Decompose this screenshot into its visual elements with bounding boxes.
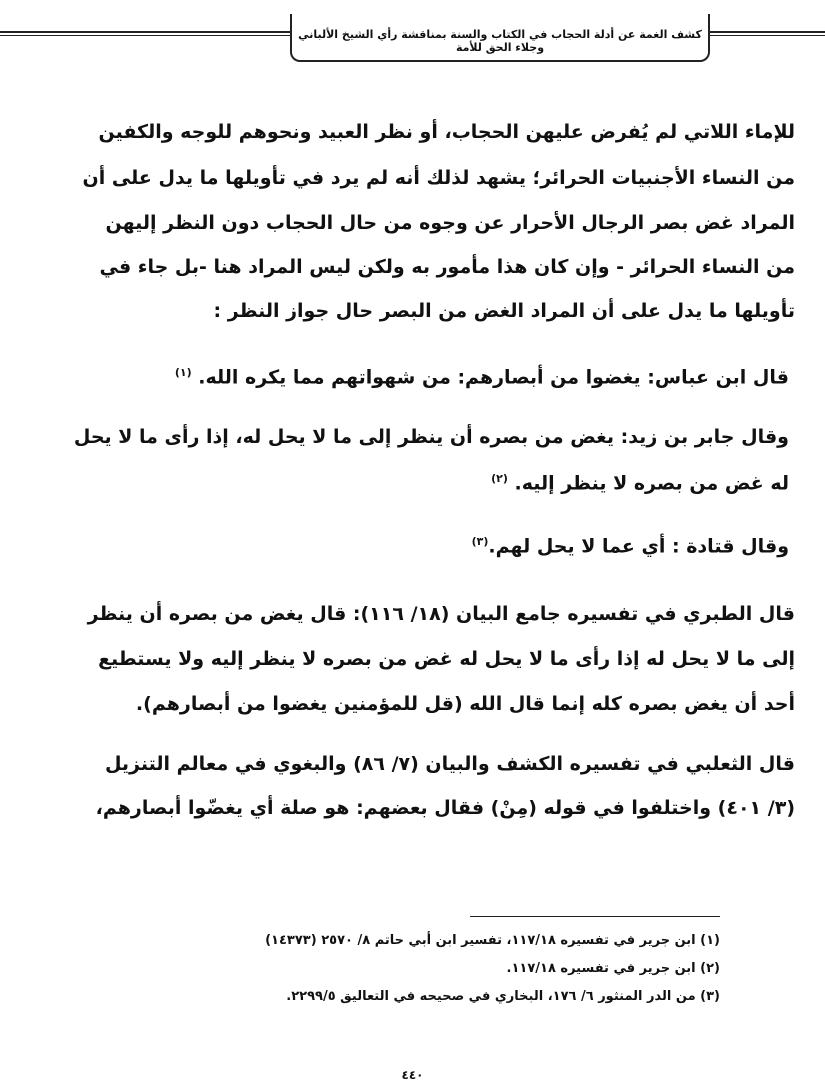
quote-qatada: وقال قتادة : أي عما لا يحل لهم.$^{(٣)}$ <box>471 535 789 558</box>
body-line: قال الطبري في تفسيره جامع البيان (١٨/ ١١٦): قال يغض من بصره أن ينظر <box>87 603 795 625</box>
body-line: أحد أن يغض بصره كله إنما قال الله (قل للمؤمنين يغضوا من أبصارهم). <box>135 693 795 715</box>
body-line: (٣/ ٤٠١) واختلفوا في قوله (مِنْ) فقال بعضهم: هو صلة أي يغضّوا أبصارهم، <box>95 797 795 819</box>
running-header-title: كشف الغمة عن أدلة الحجاب في الكتاب والسنة بمناقشة رأي الشيخ الألباني وجلاء الحق للأمة <box>298 28 702 54</box>
footnote-ref: (١) <box>174 366 192 379</box>
quote-jabir-line: وقال جابر بن زيد: يغض من بصره أن ينظر إلى ما لا يحل له، إذا رأى ما لا يحل <box>73 426 789 448</box>
page-number: ٤٤٠ <box>401 1068 424 1082</box>
body-line: قال الثعلبي في تفسيره الكشف والبيان (٧/ ٨٦) والبغوي في معالم التنزيل <box>104 753 795 775</box>
footnote-ref: (٣) <box>471 535 489 548</box>
body-line: تأويلها ما يدل على أن المراد الغض من البصر حال جواز النظر : <box>213 300 795 322</box>
body-line: للإماء اللاتي لم يُفرض عليهن الحجاب، أو نظر العبيد ونحوهم للوجه والكفين <box>98 121 795 143</box>
body-line: المراد غض بصر الرجال الأحرار عن وجوه من حال الحجاب دون النظر إليهن <box>105 212 795 234</box>
footnote: (٣) من الدر المنثور ٦/ ١٧٦، البخاري في صحيحه في التعاليق ٢٢٩٩/٥. <box>286 989 720 1004</box>
running-header <box>290 14 710 62</box>
body-line: من النساء الأجنبيات الحرائر؛ يشهد لذلك أنه لم يرد في تأويلها ما يدل على أن <box>82 167 795 189</box>
footnote: (١) ابن جرير في تفسيره ١١٧/١٨، تفسير ابن أبي حاتم ٨/ ٢٥٧٠ (١٤٣٧٣) <box>265 933 720 948</box>
footnote-separator <box>470 916 720 917</box>
quote-jabir-line: له غض من بصره لا ينظر إليه. $^{(٢)}$ <box>491 472 789 495</box>
body-line: من النساء الحرائر - وإن كان هذا مأمور به ولكن ليس المراد هنا -بل جاء في <box>99 256 795 278</box>
quote-ibn-abbas: قال ابن عباس: يغضوا من أبصارهم: من شهواتهم مما يكره الله. $^{(١)}$ <box>174 366 789 389</box>
footnote-ref: (٢) <box>491 472 508 485</box>
body-line: إلى ما لا يحل له إذا رأى ما لا يحل له غض من بصره لا ينظر إليه ولا يستطيع <box>98 648 795 670</box>
footnote: (٢) ابن جرير في تفسيره ١١٧/١٨. <box>506 961 720 976</box>
